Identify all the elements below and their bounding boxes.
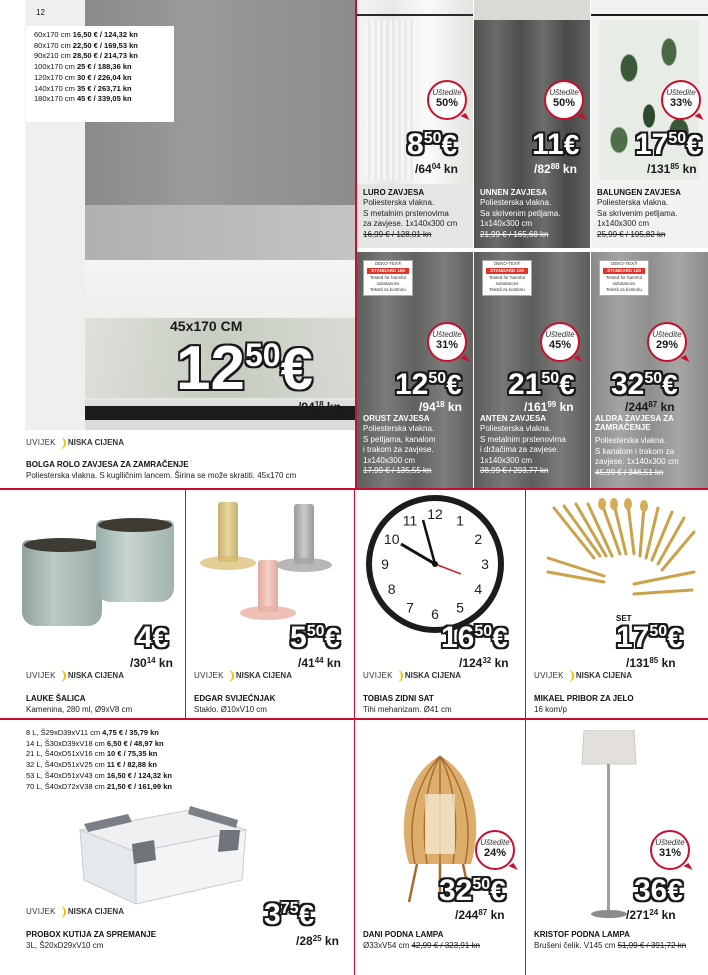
product-price: 1650€	[441, 621, 508, 654]
product-cell	[0, 490, 185, 718]
clock-numeral: 5	[456, 599, 464, 616]
box-size-row: 32 L, Š40xD51xV25 cm 11 € / 82,88 kn	[26, 760, 157, 770]
product-name: LAUKE ŠALICA	[26, 694, 86, 703]
blind-size-row: 80x170 cm 22,50 € / 169,53 kn	[34, 40, 138, 50]
discount-badge: Uštedite 50%	[427, 80, 467, 120]
box-kn-price: $/28^{25}$ kn	[296, 934, 339, 948]
oeko-tex-label: OEKO-TEX® STANDARD 100 Tested for harmful substances Tekstil za kontrolu	[482, 260, 532, 296]
product-price: 1750€	[616, 621, 683, 654]
product-kn-price: $/41^{44}$ kn	[298, 656, 341, 670]
curtain-name: BALUNGEN ZAVJESA	[597, 188, 681, 197]
product-kn-price: $/124^{32}$ kn	[459, 656, 509, 670]
curtain-price: 850€	[407, 128, 458, 161]
product-price: 4€	[136, 621, 169, 654]
product-desc: Staklo. Ø10xV10 cm	[194, 705, 267, 714]
product-desc: Kamenina, 280 ml, Ø9xV8 cm	[26, 705, 133, 714]
curtain-desc: Poliesterska vlakna. Sa skrivenim petljama. 1x140x300 cm 25,99 € / 195,82 kn	[597, 198, 707, 240]
discount-badge: Uštedite 33%	[661, 80, 701, 120]
box-price: 375€	[264, 898, 315, 931]
lamp-kn-price: $/271^{24}$ kn	[626, 908, 676, 922]
oeko-tex-label: OEKO-TEX® STANDARD 100 Tested for harmful substances Tekstil za kontrolu	[599, 260, 649, 296]
curtain-name: ALDRA ZAVJESA ZA ZAMRAČENJE	[595, 414, 674, 432]
curtain-price: 3250€	[611, 368, 678, 401]
lamp-desc: Brušeni čelik. V145 cm 51,99 € / 391,72 kn	[534, 941, 687, 950]
lamp-desc: Ø33xV54 cm 42,99 € / 323,91 kn	[363, 941, 480, 950]
old-price: 38,99 € / 293,77 kn	[480, 466, 549, 475]
old-price: 51,99 € / 391,72 kn	[617, 941, 687, 950]
product-cell	[186, 490, 354, 718]
blind-size-row: 100x170 cm 25 € / 188,36 kn	[34, 62, 132, 72]
box-section	[0, 720, 354, 975]
clock-numeral: 6	[431, 606, 439, 622]
blind-size-table	[26, 26, 174, 122]
curtain-card	[474, 252, 590, 488]
box-size-row: 8 L, Š29xD39xV11 cm 4,75 € / 35,79 kn	[26, 728, 159, 737]
blind-size-row: 180x170 cm 45 € / 339,05 kn	[34, 94, 132, 104]
clock-image	[365, 494, 505, 634]
curtain-kn-price: $/161^{99}$ kn	[524, 400, 574, 414]
product-cell	[355, 490, 525, 718]
old-price: 42,99 € / 323,91 kn	[411, 941, 480, 950]
clock-numeral: 8	[387, 581, 396, 597]
discount-badge: Uštedite 50%	[544, 80, 584, 120]
box-size-row: 53 L, Š40xD51xV43 cm 16,50 € / 124,32 kn	[26, 770, 172, 780]
clock-numeral: 11	[402, 512, 418, 529]
page-number: 12	[36, 8, 45, 17]
clock-numeral: 1	[456, 512, 464, 529]
blind-size-row: 90x210 cm 28,50 € / 214,73 kn	[34, 51, 138, 61]
lamp-price: 3250€	[439, 874, 506, 907]
curtain-name: UNNEN ZAVJESA	[480, 188, 547, 197]
old-price: 17,99 € / 135,55 kn	[363, 466, 432, 475]
low-price-logo: UVIJEK NISKA CIJENA	[194, 671, 292, 681]
product-kn-price: $/30^{14}$ kn	[130, 656, 173, 670]
curtain-desc: Poliesterska vlakna. Sa skrivenim petljama. 1x140x300 cm 21,99 € / 165,68 kn	[480, 198, 590, 240]
clock-numeral: 7	[406, 599, 414, 616]
blind-desc: Poliesterska vlakna. S kuglličnim lancem. Širina se može skratiti. 45x170 cm	[26, 471, 297, 480]
set-label: SET	[616, 614, 632, 623]
curtain-price: 2150€	[508, 368, 575, 401]
curtain-price: 11€	[532, 128, 580, 161]
low-price-logo: UVIJEK NISKA CIJENA	[26, 671, 124, 681]
curtain-card	[357, 252, 473, 488]
box-size-table	[26, 728, 172, 792]
blind-size-row: 120x170 cm 30 € / 226,04 kn	[34, 72, 132, 82]
lamp-name: DANI PODNA LAMPA	[363, 930, 444, 939]
clock-numeral: 4	[474, 581, 483, 597]
old-price: 45,99 € / 346,51 kn	[595, 467, 664, 477]
cutlery-image	[534, 498, 704, 608]
product-desc: Tihi mehanizam. Ø41 cm	[363, 705, 452, 714]
curtain-name: LURO ZAVJESA	[363, 188, 425, 197]
clock-numeral: 3	[481, 556, 489, 572]
blind-size-row: 140x170 cm 35 € / 263,71 kn	[34, 83, 132, 93]
old-price: 21,99 € / 165,68 kn	[480, 229, 549, 239]
cups-image	[22, 520, 182, 630]
discount-badge: Uštedite 29%	[647, 322, 687, 362]
curtain-price: 1250€	[395, 368, 462, 401]
curtain-card	[357, 0, 473, 248]
curtain-kn-price: $/64^{04}$ kn	[415, 162, 458, 176]
curtain-kn-price: $/82^{88}$ kn	[534, 162, 577, 176]
storage-box-image	[70, 800, 250, 910]
blind-kn-price: $/94^{18}$ kn	[298, 400, 341, 414]
product-desc: 16 kom/p	[534, 705, 567, 714]
low-price-logo: UVIJEK NISKA CIJENA	[363, 671, 461, 681]
old-price: 16,99 € / 128,01 kn	[363, 229, 432, 239]
discount-badge: Uštedite 31%	[650, 830, 690, 870]
curtain-name: ORUST ZAVJESA	[363, 414, 430, 423]
curtain-kn-price: $/244^{87}$ kn	[625, 400, 675, 414]
discount-badge: Uštedite 24%	[475, 830, 515, 870]
product-cell	[526, 490, 708, 718]
curtain-desc: Poliesterska vlakna. S petljama, kanalom i trakom za zavjese. 1x140x300 cm 17,99 € / 135,55 kn	[363, 424, 473, 477]
curtain-desc: Poliesterska vlakna. S kanalom i trakom za zavjese. 1x140x300 cm 45,99 € / 346,51 kn	[595, 436, 707, 478]
clock-numeral: 9	[381, 556, 389, 572]
discount-badge: Uštedite 31%	[427, 322, 467, 362]
clock-numeral: 10	[383, 531, 400, 547]
blind-size-label: 45x170 CM	[170, 318, 243, 334]
lamp-card	[526, 720, 708, 975]
blind-section	[0, 0, 355, 488]
box-size-row: 70 L, Š40xD72xV38 cm 21,50 € / 161,99 kn	[26, 781, 172, 791]
box-size-row: 21 L, Š40xD51xV16 cm 10 € / 75,35 kn	[26, 749, 158, 759]
box-desc: 3L, Š20xD29xV10 cm	[26, 941, 104, 950]
product-name: TOBIAS ZIDNI SAT	[363, 694, 434, 703]
product-price: 550€	[290, 621, 341, 654]
curtain-kn-price: $/131^{85}$ kn	[647, 162, 697, 176]
curtain-card	[474, 0, 590, 248]
clock-numeral: 2	[474, 531, 483, 547]
product-kn-price: $/131^{85}$ kn	[626, 656, 676, 670]
clock-numeral: 12	[427, 506, 443, 522]
box-size-row: 14 L, Š30xD39xV18 cm 6,50 € / 48,97 kn	[26, 738, 164, 748]
oeko-tex-label: OEKO-TEX® STANDARD 100 Tested for harmful substances Tekstil za kontrolu	[363, 260, 413, 296]
low-price-logo: UVIJEK NISKA CIJENA	[534, 671, 632, 681]
curtain-desc: Poliesterska vlakna. S metalnim prstenovima za zavjese. 1x140x300 cm 16,99 € / 128,01 kn	[363, 198, 473, 240]
discount-badge: Uštedite 45%	[540, 322, 580, 362]
old-price: 25,99 € / 195,82 kn	[597, 229, 666, 239]
curtain-name: ANTEN ZAVJESA	[480, 414, 547, 423]
blind-size-row: 60x170 cm 16,50 € / 124,32 kn	[34, 30, 138, 39]
low-price-logo: UVIJEK NISKA CIJENA	[26, 907, 124, 917]
blind-name: BOLGA ROLO ZAVJESA ZA ZAMRAČENJE	[26, 460, 189, 469]
lamp-card	[355, 720, 525, 975]
curtain-card	[591, 0, 708, 248]
lamp-name: KRISTOF PODNA LAMPA	[534, 930, 630, 939]
curtain-card	[591, 252, 708, 488]
blind-price: 1250€	[176, 334, 313, 403]
candle-holders-image	[196, 496, 346, 626]
lamp-kn-price: $/244^{87}$ kn	[455, 908, 505, 922]
product-name: EDGAR SVIJEĆNJAK	[194, 694, 276, 703]
lamp-price: 36€	[634, 874, 683, 907]
low-price-logo: UVIJEK NISKA CIJENA	[26, 438, 124, 448]
curtain-desc: Poliesterska vlakna. S metalnim prstenovima i držačima za zavjese. 1x140x300 cm 38,99 € / 293,77 kn	[480, 424, 590, 477]
curtain-kn-price: $/94^{18}$ kn	[419, 400, 462, 414]
box-name: PROBOX KUTIJA ZA SPREMANJE	[26, 930, 157, 939]
product-name: MIKAEL PRIBOR ZA JELO	[534, 694, 634, 703]
curtain-price: 1750€	[635, 128, 702, 161]
